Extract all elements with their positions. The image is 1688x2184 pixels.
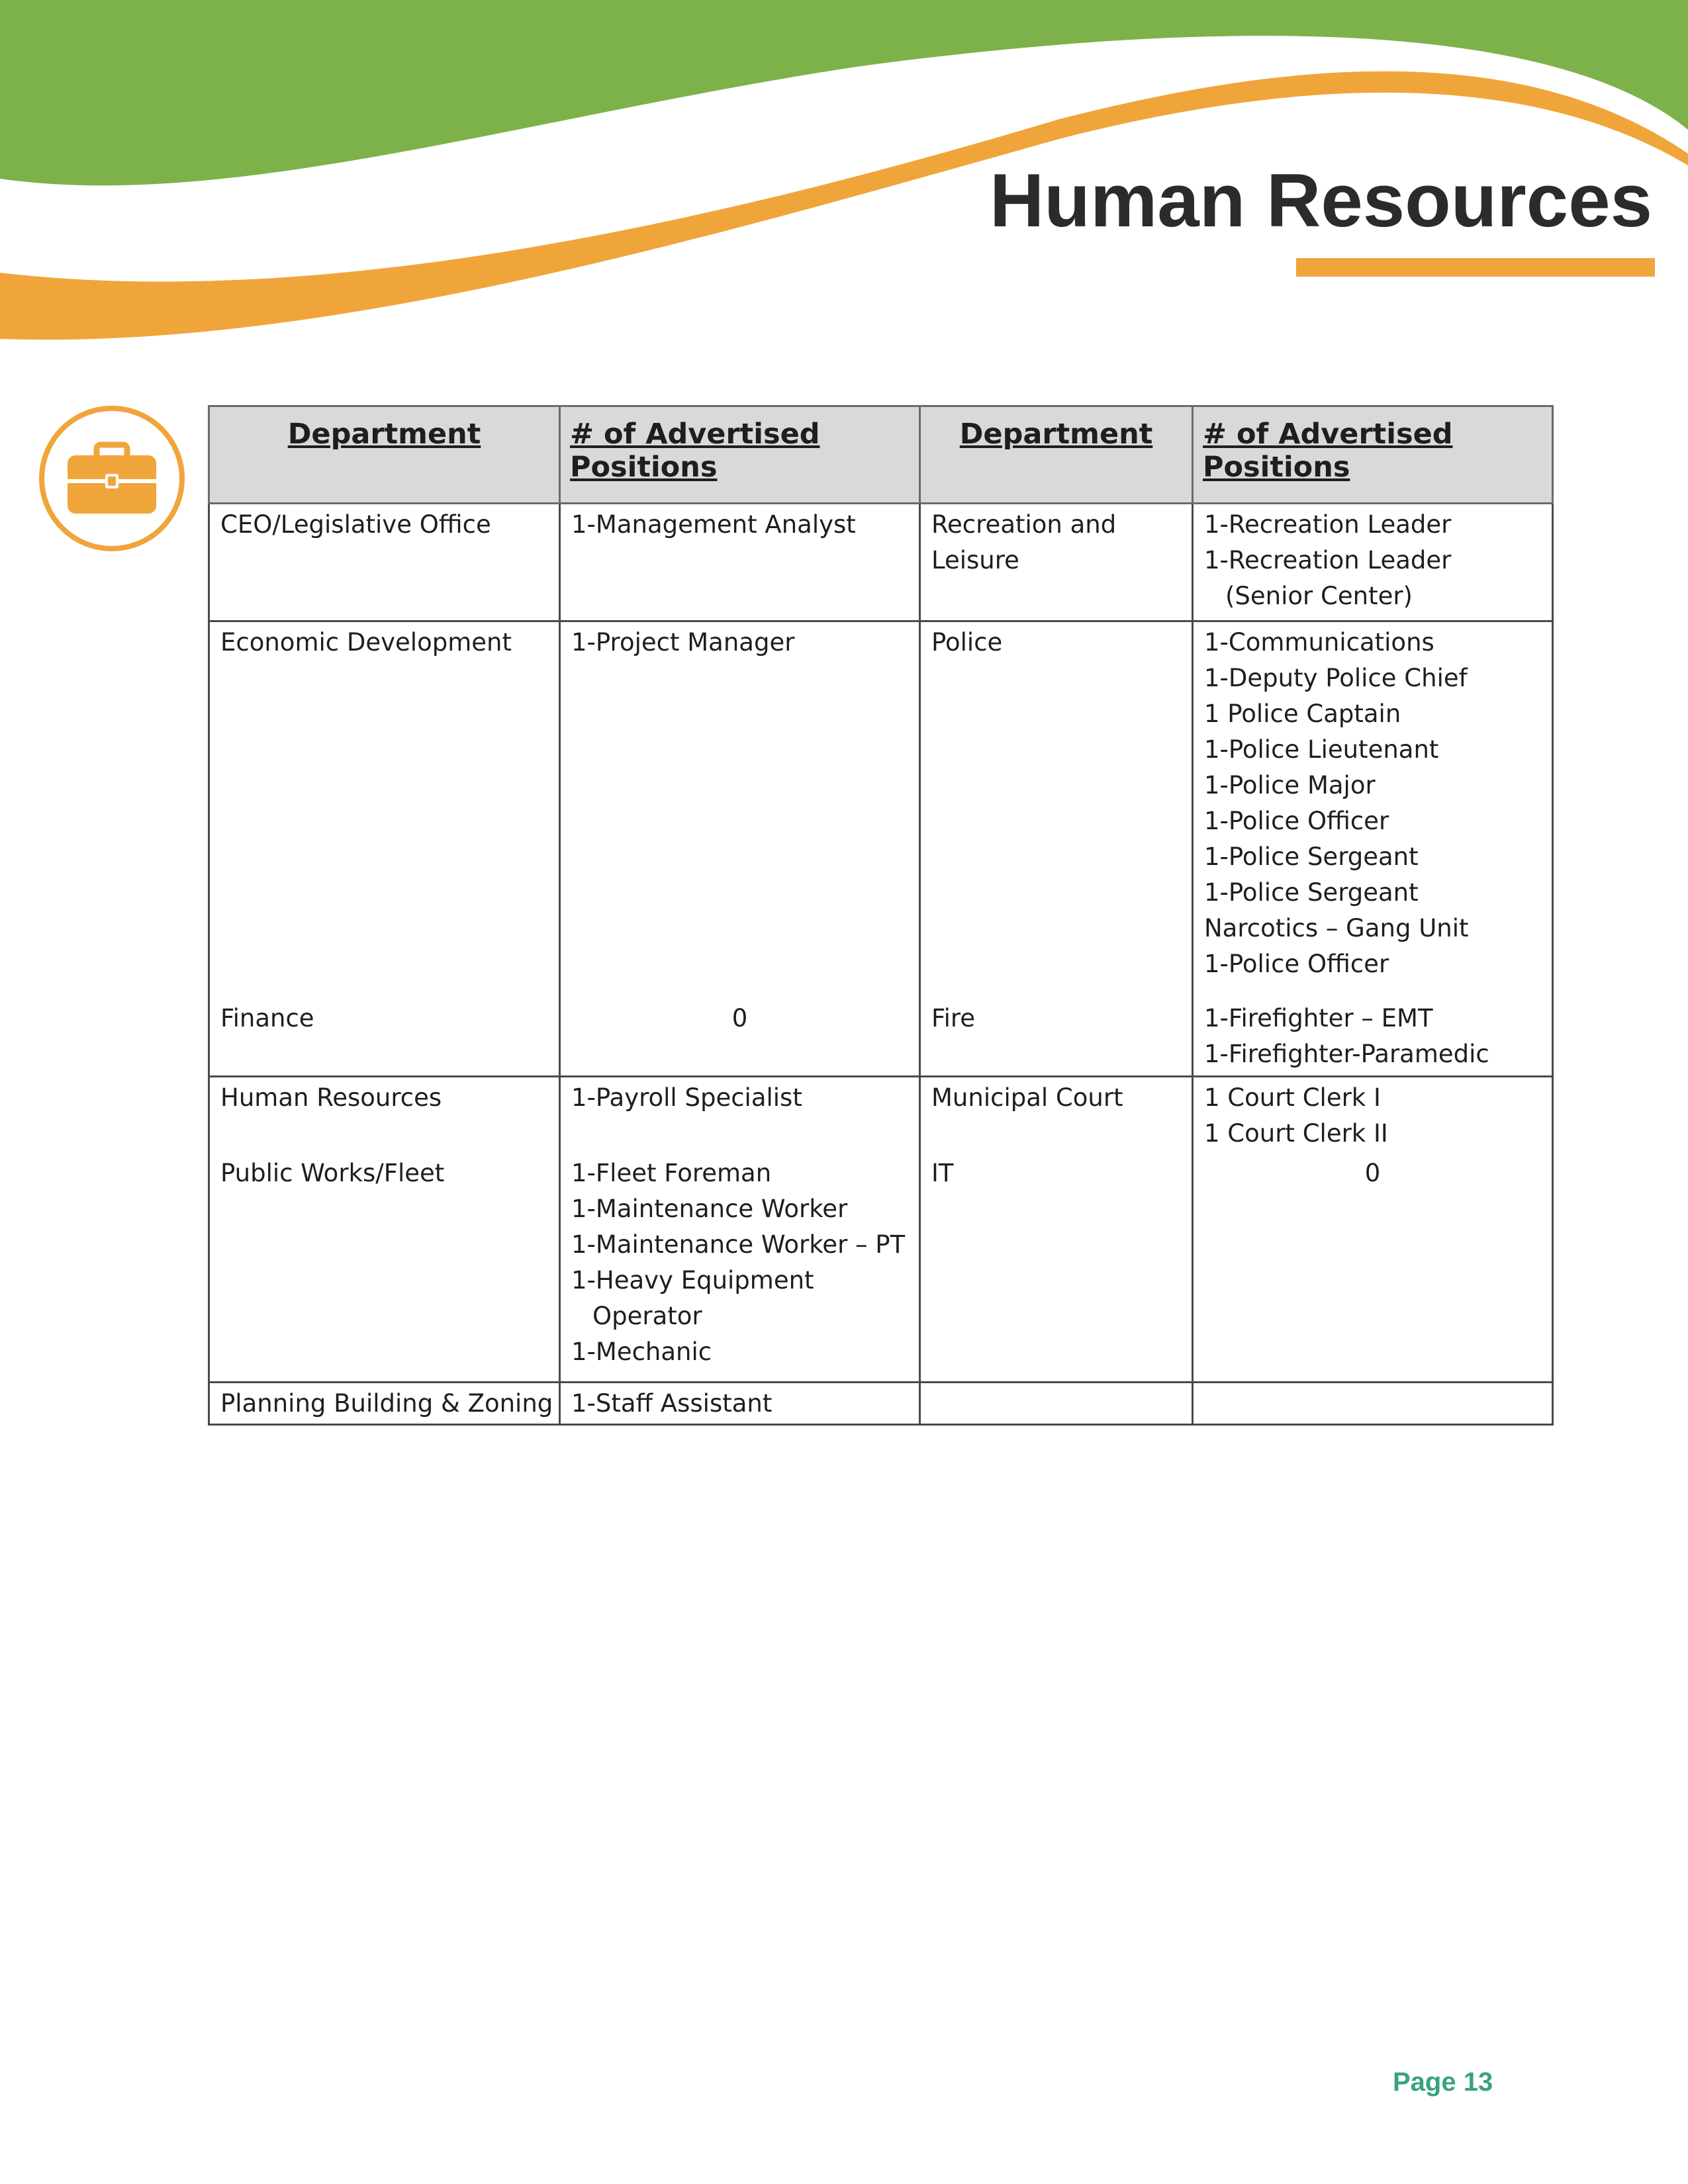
dept-name: Economic Development (220, 627, 512, 657)
positions-cell (1193, 621, 1553, 1001)
dept-name: CEO/Legislative Office (220, 510, 491, 539)
table-row (209, 1382, 1553, 1424)
positions-cell (560, 1156, 920, 1382)
header-positions-1: # of Advertised Positions (560, 406, 920, 504)
dept-name: Municipal Court (931, 1083, 1123, 1113)
position-item: 1-Police Officer (1204, 806, 1389, 835)
position-item: 1-Project Manager (571, 627, 795, 657)
dept-name: Public Works/Fleet (220, 1159, 445, 1188)
table-row (209, 1156, 1553, 1382)
title-underline (1296, 258, 1655, 277)
position-item: Operator (592, 1302, 702, 1331)
positions-cell (560, 504, 920, 621)
position-item: 1-Firefighter-Paramedic (1204, 1039, 1489, 1068)
positions-cell (1193, 504, 1553, 621)
position-item: 1-Maintenance Worker – PT (571, 1230, 906, 1259)
positions-cell (560, 1382, 920, 1424)
positions-cell (560, 621, 920, 1001)
dept-cell (209, 1156, 560, 1382)
page-number: Page 13 (1393, 2068, 1493, 2097)
table-row (209, 1001, 1553, 1077)
table-header-row (209, 406, 1553, 504)
position-item: 1-Firefighter – EMT (1204, 1003, 1433, 1032)
dept-cell (209, 1077, 560, 1156)
dept-name: Planning Building & Zoning (220, 1388, 553, 1418)
dept-cell (920, 1077, 1193, 1156)
empty-cell (920, 1382, 1193, 1424)
position-item: 1 Police Captain (1204, 699, 1401, 728)
position-item: 1-Police Sergeant (1204, 842, 1419, 871)
position-item: 1 Court Clerk I (1204, 1083, 1381, 1113)
dept-cell (209, 621, 560, 1001)
dept-name: Recreation and (931, 510, 1117, 539)
positions-cell (1193, 1156, 1553, 1382)
position-item: 1-Recreation Leader (1204, 510, 1452, 539)
position-item: 1-Maintenance Worker (571, 1195, 848, 1224)
positions-cell (1193, 1001, 1553, 1077)
position-item: 1-Police Lieutenant (1204, 735, 1439, 764)
table-row (209, 1077, 1553, 1156)
dept-cell (920, 621, 1193, 1001)
page-title: Human Resources (989, 159, 1652, 243)
empty-cell (1193, 1382, 1553, 1424)
header-department-2: Department (920, 406, 1193, 504)
table-row (209, 504, 1553, 621)
header-department-1: Department (209, 406, 560, 504)
position-item: 1 Court Clerk II (1204, 1119, 1388, 1148)
header-positions-2: # of Advertised Positions (1193, 406, 1553, 504)
positions-table (208, 405, 1554, 1426)
dept-cell (920, 1156, 1193, 1382)
dept-cell (920, 1001, 1193, 1077)
dept-name: Human Resources (220, 1083, 442, 1113)
dept-name: IT (931, 1159, 954, 1188)
position-item: 1-Heavy Equipment (571, 1266, 814, 1295)
position-item: 1-Police Sergeant (1204, 878, 1419, 907)
dept-name: Finance (220, 1003, 314, 1032)
position-item: 1-Payroll Specialist (571, 1083, 802, 1113)
position-item: 1-Deputy Police Chief (1204, 663, 1468, 692)
positions-cell (1193, 1077, 1553, 1156)
position-item: 1-Recreation Leader (1204, 546, 1452, 574)
position-item: 1-Staff Assistant (571, 1388, 773, 1418)
dept-cell (209, 1382, 560, 1424)
position-count: 0 (731, 1003, 748, 1032)
dept-name: Fire (931, 1003, 976, 1032)
table-row (209, 621, 1553, 1001)
briefcase-badge (38, 405, 185, 552)
dept-name: Leisure (931, 546, 1019, 574)
dept-cell (920, 504, 1193, 621)
position-item: 1-Management Analyst (571, 510, 856, 539)
position-item: Narcotics – Gang Unit (1204, 913, 1469, 942)
position-item: 1-Mechanic (571, 1338, 712, 1367)
dept-cell (209, 1001, 560, 1077)
positions-cell (560, 1001, 920, 1077)
dept-cell (209, 504, 560, 621)
positions-cell (560, 1077, 920, 1156)
position-item: 1-Police Major (1204, 770, 1376, 799)
position-item: 1-Fleet Foreman (571, 1159, 772, 1188)
dept-name: Police (931, 627, 1003, 657)
position-item: 1-Communications (1204, 627, 1434, 657)
position-item: (Senior Center) (1225, 582, 1413, 610)
position-count: 0 (1364, 1159, 1381, 1188)
position-item: 1-Police Officer (1204, 949, 1389, 978)
